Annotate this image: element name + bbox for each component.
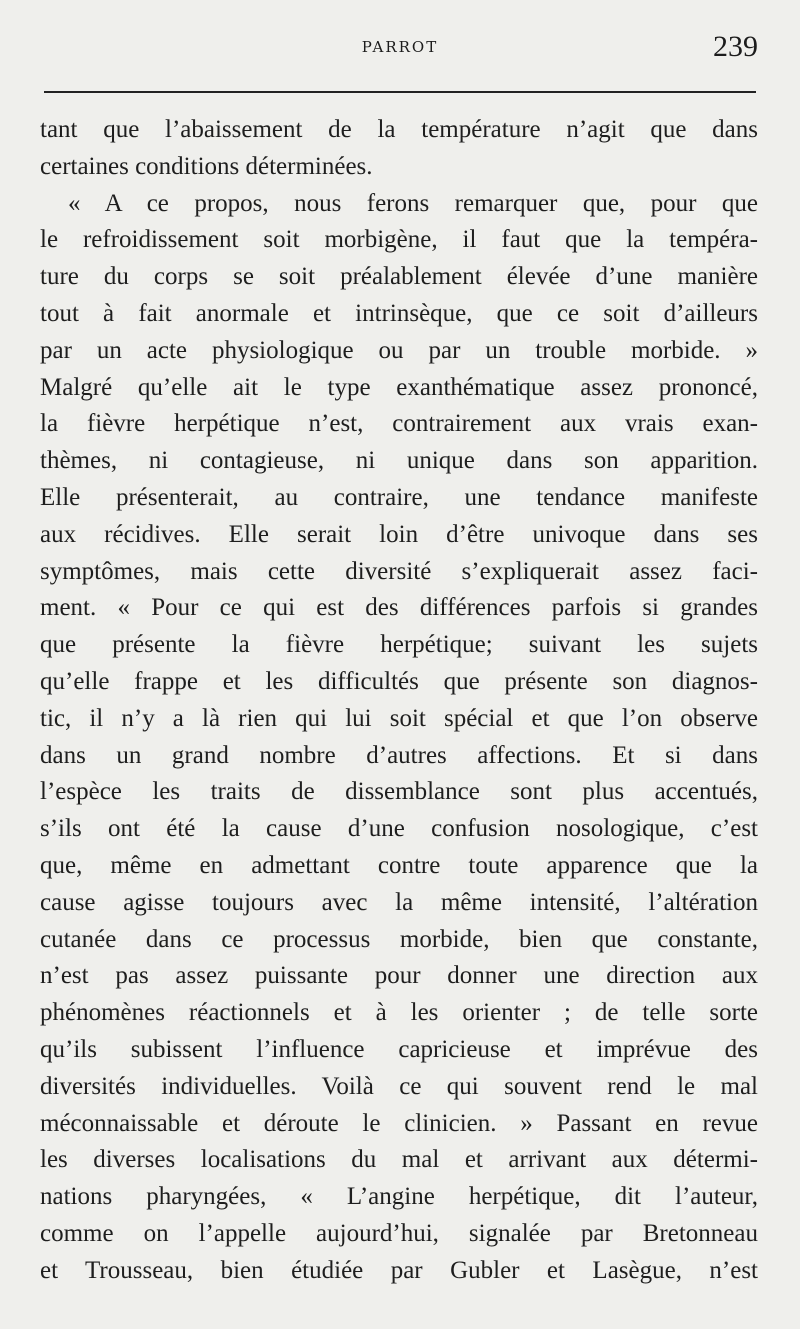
text-line: par un acte physiologique ou par un trouble morbide. » bbox=[40, 336, 758, 364]
text-line: la fièvre herpétique n’est, contrairement aux vrais exan- bbox=[40, 410, 758, 438]
text-line: comme on l’appelle aujourd’hui, signalée par Bretonneau bbox=[40, 1219, 758, 1247]
body-text bbox=[40, 112, 758, 1290]
text-line: dans un grand nombre d’autres affections. Et si dans bbox=[40, 741, 758, 769]
text-line: aux récidives. Elle serait loin d’être univoque dans ses bbox=[40, 520, 758, 548]
text-line: ture du corps se soit préalablement élevée d’une manière bbox=[40, 263, 758, 291]
text-line: cause agisse toujours avec la même intensité, l’altération bbox=[40, 888, 758, 916]
text-line: phénomènes réactionnels et à les orienter ; de telle sorte bbox=[40, 999, 758, 1027]
header-rule bbox=[44, 91, 756, 93]
text-line: cutanée dans ce processus morbide, bien que constante, bbox=[40, 925, 758, 953]
text-line: Malgré qu’elle ait le type exanthématique assez prononcé, bbox=[40, 373, 758, 401]
text-line: que présente la fièvre herpétique; suivant les sujets bbox=[40, 631, 758, 659]
text-line: qu’elle frappe et les difficultés que présente son diagnos- bbox=[40, 667, 758, 695]
page-number: 239 bbox=[713, 30, 758, 63]
text-line: certaines conditions déterminées. bbox=[40, 152, 373, 180]
text-line: l’espèce les traits de dissemblance sont plus accentués, bbox=[40, 778, 758, 806]
text-line: « A ce propos, nous ferons remarquer que, pour que bbox=[68, 189, 758, 217]
text-line: et Trousseau, bien étudiée par Gubler et Lasègue, n’est bbox=[40, 1256, 758, 1284]
text-line: nations pharyngées, « L’angine herpétique, dit l’auteur, bbox=[40, 1183, 758, 1211]
text-line: diversités individuelles. Voilà ce qui souvent rend le mal bbox=[40, 1072, 758, 1100]
text-line: s’ils ont été la cause d’une confusion nosologique, c’est bbox=[40, 815, 758, 843]
text-line: tout à fait anormale et intrinsèque, que ce soit d’ailleurs bbox=[40, 299, 758, 327]
text-line: tant que l’abaissement de la température n’agit que dans bbox=[40, 116, 758, 143]
text-line: ment. « Pour ce qui est des différences parfois si grandes bbox=[40, 594, 758, 622]
text-line: Elle présenterait, au contraire, une tendance manifeste bbox=[40, 483, 758, 511]
page-header bbox=[0, 30, 800, 70]
text-line: symptômes, mais cette diversité s’expliquerait assez faci- bbox=[40, 557, 758, 585]
text-line: que, même en admettant contre toute apparence que la bbox=[40, 851, 758, 879]
text-line: les diverses localisations du mal et arrivant aux détermi- bbox=[40, 1146, 758, 1174]
text-line: le refroidissement soit morbigène, il faut que la tempéra- bbox=[40, 226, 758, 254]
text-line: tic, il n’y a là rien qui lui soit spécial et que l’on observe bbox=[40, 704, 758, 732]
text-line: n’est pas assez puissante pour donner une direction aux bbox=[40, 962, 758, 990]
text-line: qu’ils subissent l’influence capricieuse et imprévue des bbox=[40, 1035, 758, 1063]
running-title: PARROT bbox=[361, 38, 439, 56]
text-line: thèmes, ni contagieuse, ni unique dans son apparition. bbox=[40, 447, 758, 475]
text-line: méconnaissable et déroute le clinicien. » Passant en revue bbox=[40, 1109, 758, 1137]
